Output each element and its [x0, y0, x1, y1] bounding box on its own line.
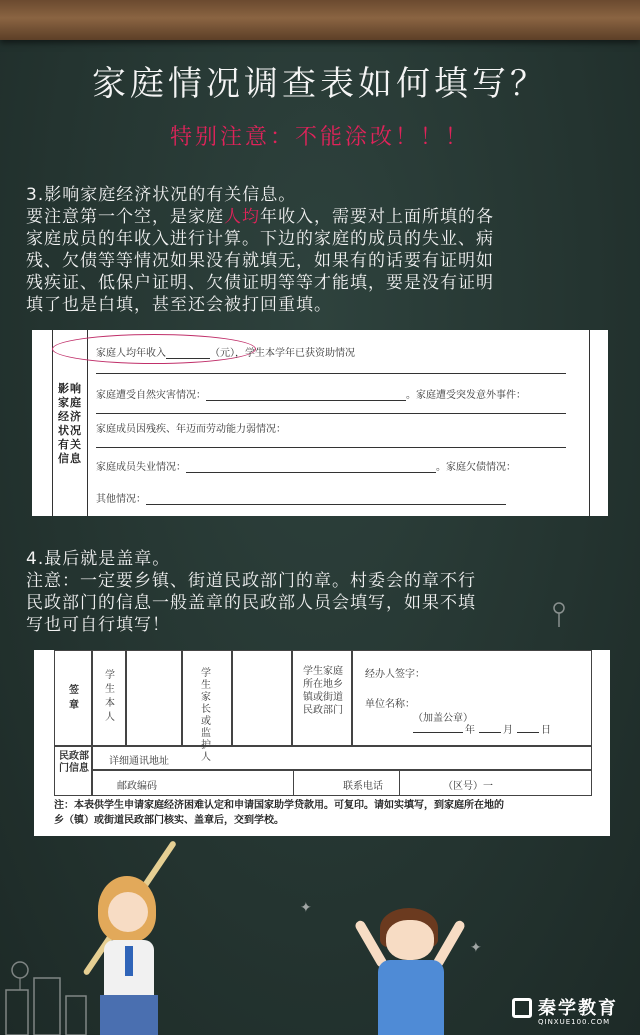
- section3-line-c: 残、欠债等等情况如果没有就填无，如果有的话要有证明如: [26, 251, 494, 271]
- unemployment-blank: [186, 463, 436, 473]
- other-label: 其他情况：: [96, 494, 146, 505]
- section3-line-a: [26, 206, 626, 228]
- form1-row-income: [96, 344, 355, 359]
- year-label: 年: [465, 725, 475, 736]
- section4-text: [26, 548, 626, 636]
- form1-right-border: [589, 330, 591, 516]
- area-code-label: （区号）一: [443, 781, 493, 792]
- student-cell: [92, 650, 126, 746]
- unit-label: 单位名称：: [365, 699, 415, 710]
- guardian-label: 学生家长或监护人: [201, 668, 211, 763]
- section3-line-b: 家庭成员的年收入进行计算。下边的家庭的成员的失业、病: [26, 229, 494, 249]
- form1-row-unemployment: [96, 458, 516, 473]
- year-blank: [413, 723, 463, 733]
- aid-label: ，学生本学年已获资助情况: [235, 348, 355, 359]
- boy-character-body: [378, 960, 444, 1035]
- day-label: 日: [541, 725, 551, 736]
- form-economic-info: [32, 330, 608, 516]
- section3-heading: 3.影响家庭经济状况的有关信息。: [26, 185, 297, 205]
- month-label: 月: [503, 725, 513, 736]
- student-label: 学生本人: [105, 670, 115, 723]
- civil-info-cell: [54, 746, 92, 796]
- disaster-label: 家庭遭受自然灾害情况：: [96, 390, 206, 401]
- address-row: [92, 746, 592, 770]
- disability-label: 家庭成员因残疾、年迈而劳动能力弱情况：: [96, 424, 286, 435]
- note-line-1: 注：本表供学生申请家庭经济困难认定和申请国家助学贷款用。可复印。请如实填写，到家庭所在地的: [54, 800, 504, 811]
- sign-cell: [54, 650, 92, 746]
- postcode-row: [92, 770, 592, 796]
- phone-label: 联系电话: [343, 781, 383, 792]
- aid-blank: [96, 364, 566, 374]
- highlight-per-capita: 人均: [224, 207, 260, 227]
- brand-watermark: [512, 994, 636, 1032]
- sign-label: 签章: [69, 685, 79, 711]
- girl-character-face: [108, 892, 148, 932]
- month-blank: [479, 723, 501, 733]
- handler-label: 经办人签字：: [365, 669, 425, 680]
- boy-character-face: [386, 920, 434, 960]
- form1-row-other: [96, 490, 506, 505]
- disability-blank: [96, 438, 566, 448]
- civil-label: 学生家庭所在地乡镇或街道民政部门: [303, 666, 343, 716]
- disaster-blank: [206, 391, 406, 401]
- form2-note: [54, 798, 602, 828]
- postcode-label: 邮政编码: [117, 781, 157, 792]
- civil-info-label: 民政部门信息: [59, 751, 89, 774]
- section3-line-a-post: 年收入，需要对上面所填的各: [260, 207, 494, 227]
- address-label: 详细通讯地址: [109, 756, 169, 767]
- brand-url: QINXUE100.COM: [538, 1018, 611, 1026]
- section3-line-e: 填了也是白填，甚至还会被打回重填。: [26, 295, 332, 315]
- debt-label: 。家庭欠债情况：: [436, 462, 516, 473]
- phone-divider: [399, 770, 400, 796]
- star-icon: ✦: [470, 940, 482, 956]
- form1-row-disaster: [96, 386, 526, 401]
- section3-line-d: 残疾证、低保户证明、欠债证明等等才能填，要是没有证明: [26, 273, 494, 293]
- section4-line-c: 写也可自行填写！: [26, 615, 170, 635]
- accident-label: 。家庭遭受突发意外事件：: [406, 390, 526, 401]
- guardian-blank: [232, 650, 292, 746]
- day-blank: [517, 723, 539, 733]
- page-title: 家庭情况调查表如何填写？: [92, 64, 548, 104]
- other-blank: [146, 495, 506, 505]
- income-blank: [166, 349, 210, 359]
- wooden-frame-top: [0, 0, 640, 40]
- section4-line-a: 注意：一定要乡镇、街道民政部门的章。村委会的章不行: [26, 571, 476, 591]
- notice-text: 特别注意：不能涂改！！！: [169, 125, 470, 150]
- accident-blank: [96, 404, 566, 414]
- postcode-divider: [293, 770, 294, 796]
- brand-logo-icon: [512, 998, 532, 1018]
- seal-label: （加盖公章）: [413, 713, 473, 724]
- form1-side-label: 影响家庭经济状况有关信息: [58, 382, 82, 465]
- brand-name: 秦学教育: [538, 998, 618, 1019]
- unemployment-label: 家庭成员失业情况：: [96, 462, 186, 473]
- income-unit: （元）: [210, 348, 235, 359]
- civil-sign-cell: [352, 650, 592, 746]
- girl-character-tie: [125, 946, 133, 976]
- student-sign-blank: [126, 650, 182, 746]
- section4-line-b: 民政部门的信息一般盖章的民政部人员会填写，如果不填: [26, 593, 476, 613]
- note-line-2: 乡（镇）或街道民政部门核实、盖章后，交到学校。: [54, 815, 284, 826]
- form1-row-disability: [96, 420, 286, 435]
- section4-heading: 4.最后就是盖章。: [26, 549, 171, 569]
- pushpin-icon: [551, 602, 567, 628]
- guardian-cell: [194, 660, 218, 763]
- civil-cell: [292, 650, 352, 746]
- form-seal-section: [34, 650, 610, 836]
- section3-line-a-pre: 要注意第一个空，是家庭: [26, 207, 224, 227]
- section3-text: [26, 184, 626, 316]
- girl-character-skirt: [100, 995, 158, 1035]
- star-icon: ✦: [300, 900, 312, 916]
- income-label: 家庭人均年收入: [96, 348, 166, 359]
